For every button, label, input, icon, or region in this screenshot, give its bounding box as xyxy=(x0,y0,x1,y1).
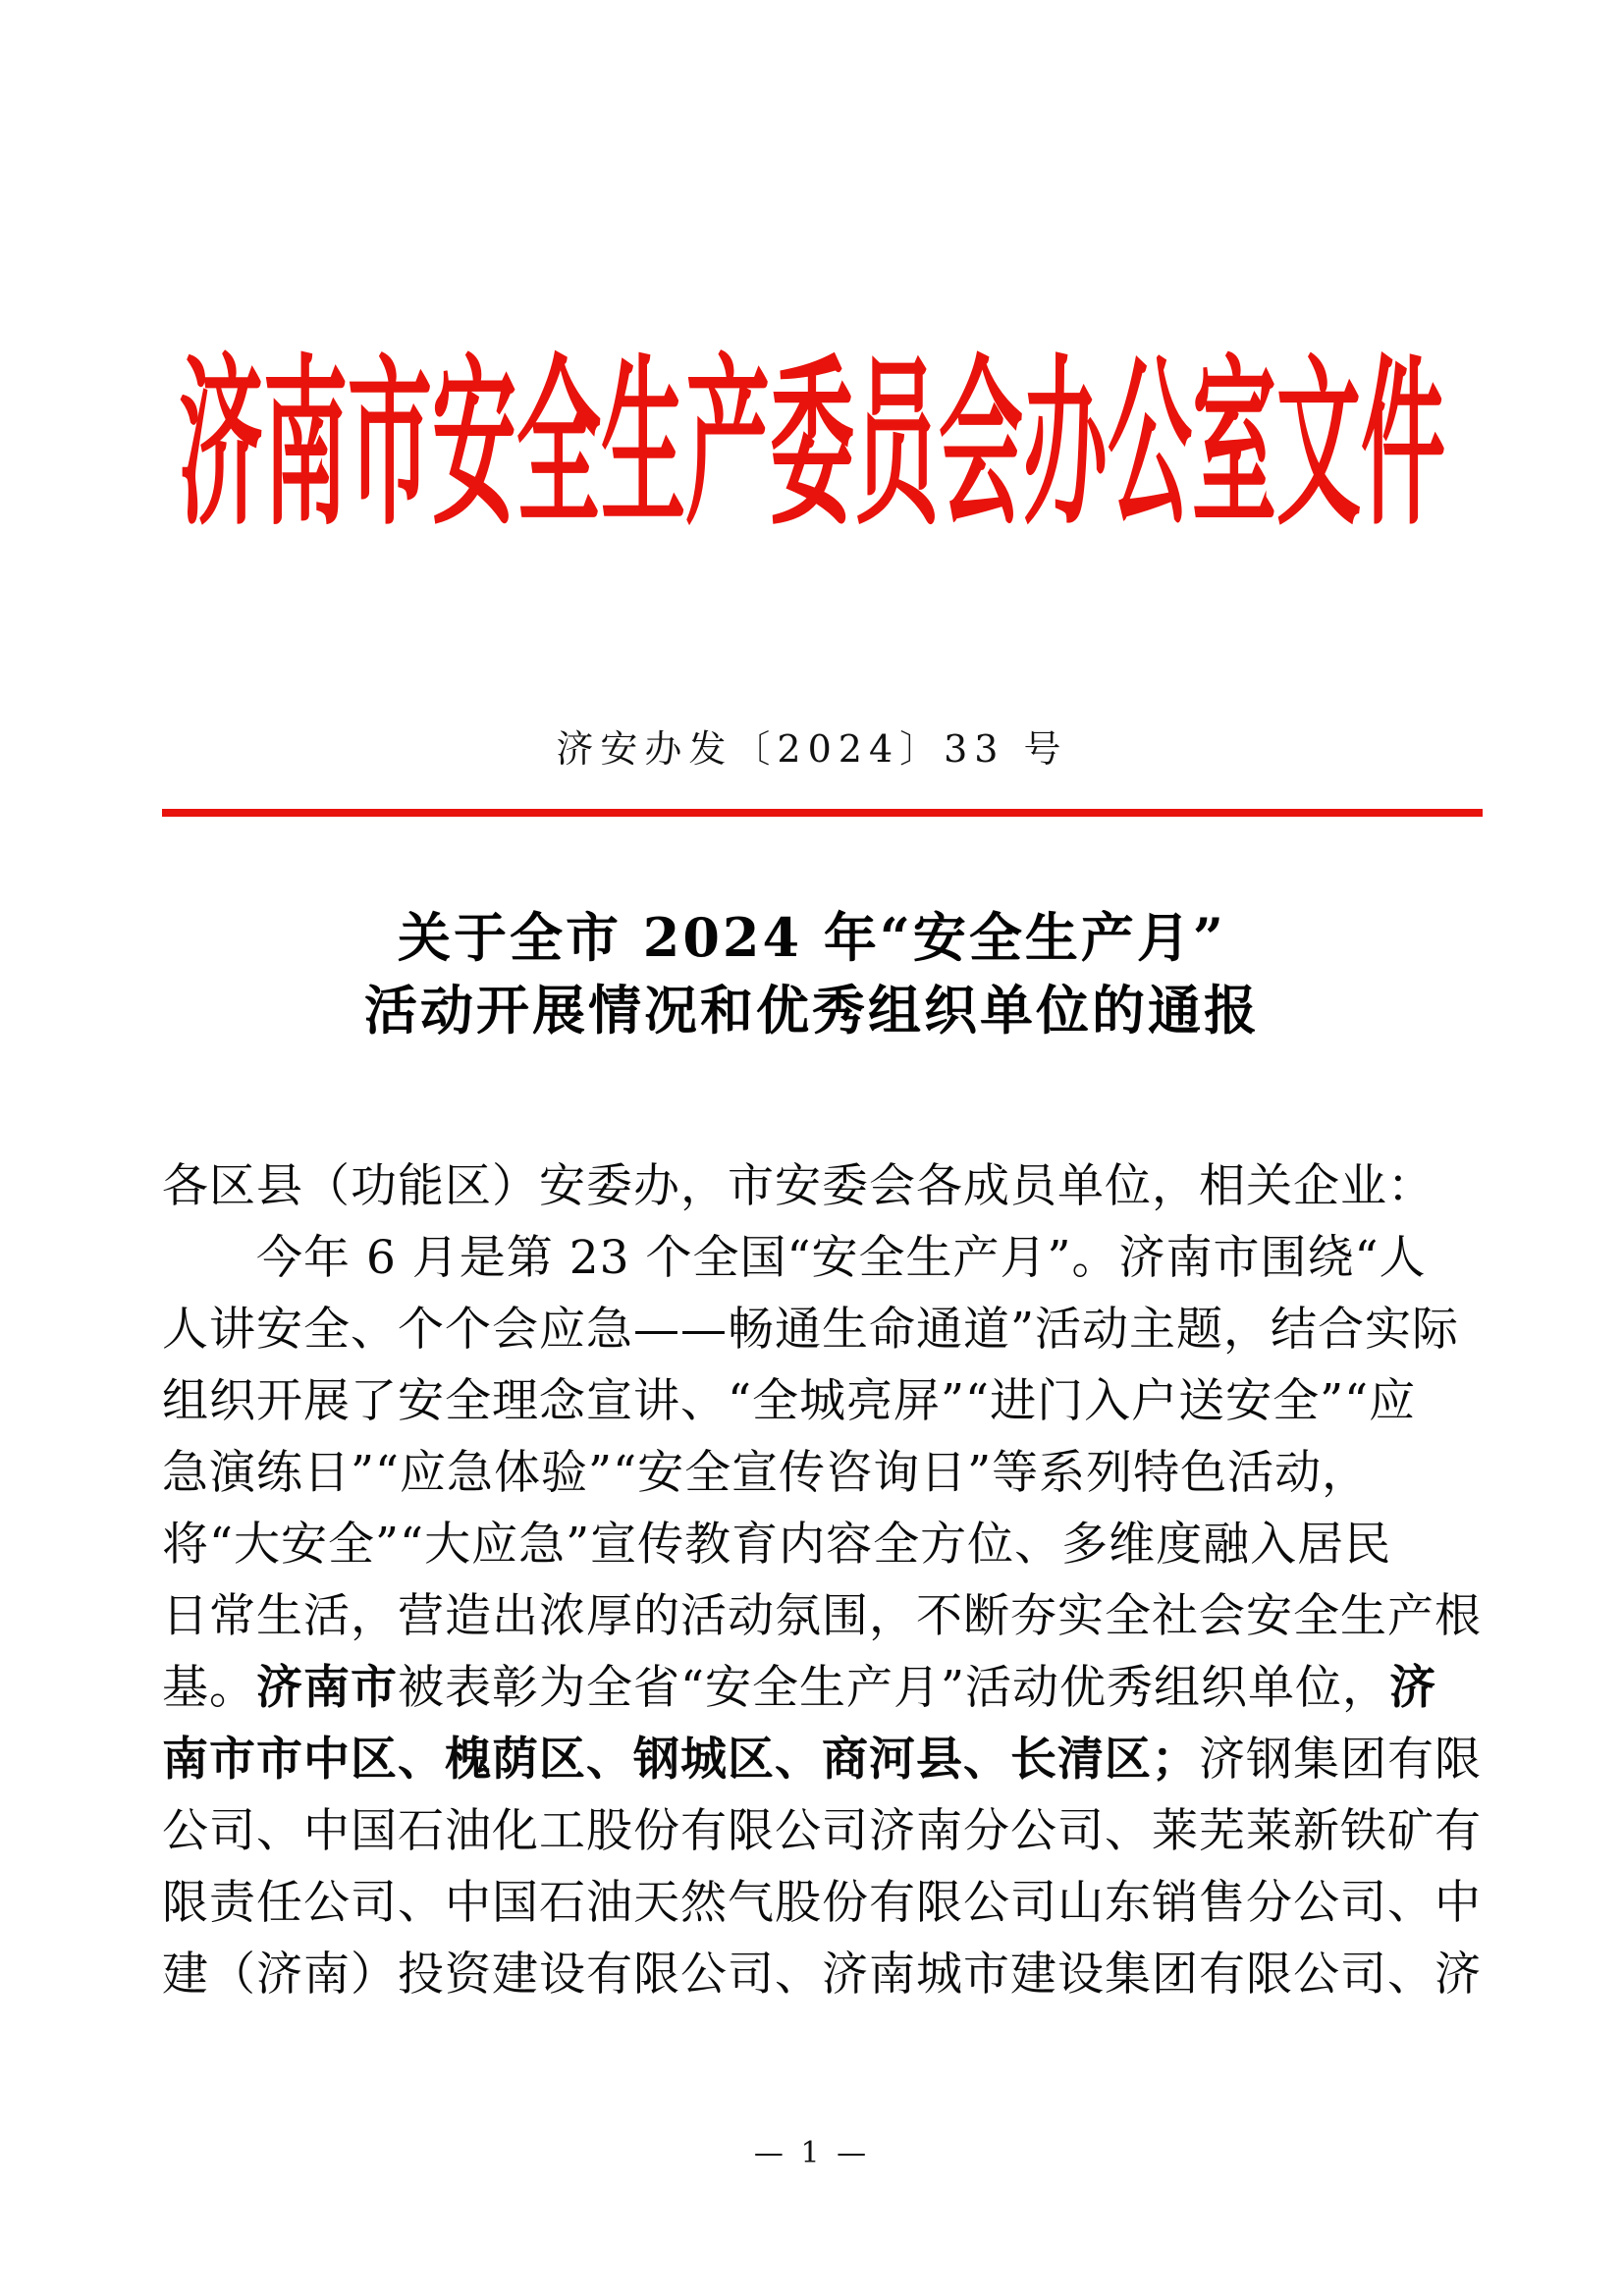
document-number: 济安办发〔2024〕33 号 xyxy=(556,727,1068,771)
paragraph-line xyxy=(162,1867,1482,1939)
paragraph-line xyxy=(162,1509,1468,1580)
paragraph-line xyxy=(162,1652,1468,1724)
paragraph-text: 日常生活，营造出浓厚的活动氛围，不断夯实全社会安全生产根 xyxy=(162,1589,1482,1643)
paragraph-line xyxy=(162,1724,1482,1795)
document-body xyxy=(162,1150,1482,2010)
paragraph-text: 被表彰为全省“安全生产月”活动优秀组织单位， xyxy=(398,1661,1390,1715)
paragraph-text: 济钢集团有限 xyxy=(1199,1733,1482,1787)
paragraph-line xyxy=(162,1939,1482,2010)
paragraph-text: 公司、中国石油化工股份有限公司济南分公司、莱芜莱新铁矿有 xyxy=(162,1804,1482,1858)
paragraph-line xyxy=(162,1222,1468,1294)
red-separator-line xyxy=(162,809,1483,817)
paragraph-text: 今年 6 月是第 23 个全国“安全生产月”。济南市围绕“人 xyxy=(256,1231,1427,1285)
paragraph-line xyxy=(162,1294,1468,1365)
salutation-line xyxy=(162,1150,1468,1222)
paragraph-text: 组织开展了安全理念宣讲、“全城亮屏”“进门入户送安全”“应 xyxy=(162,1374,1417,1428)
document-title-line-2: 活动开展情况和优秀组织单位的通报 xyxy=(364,979,1260,1041)
highlighted-text: 济 xyxy=(1389,1661,1437,1715)
letterhead xyxy=(0,338,1624,552)
paragraph-text: 急演练日”“应急体验”“安全宣传咨询日”等系列特色活动， xyxy=(162,1446,1370,1500)
page-number: — 1 — xyxy=(753,2136,871,2170)
paragraph-text: 建（济南）投资建设有限公司、济南城市建设集团有限公司、济 xyxy=(162,1948,1482,2002)
salutation-text: 各区县（功能区）安委办，市安委会各成员单位，相关企业： xyxy=(162,1159,1435,1213)
letterhead-title: 济南市安全生产委员会办公室文件 xyxy=(179,338,1445,552)
highlighted-text: 济南市 xyxy=(256,1661,398,1715)
paragraph-text: 将“大安全”“大应急”宣传教育内容全方位、多维度融入居民 xyxy=(162,1518,1392,1572)
paragraph-line xyxy=(162,1795,1482,1867)
paragraph-text: 基。 xyxy=(162,1661,256,1715)
paragraph-text: 人讲安全、个个会应急——畅通生命通道”活动主题，结合实际 xyxy=(162,1303,1460,1357)
paragraph-line xyxy=(162,1365,1468,1437)
paragraph-line xyxy=(162,1580,1482,1652)
paragraph-line xyxy=(162,1437,1468,1509)
document-title-line-1: 关于全市 2024 年“安全生产月” xyxy=(397,906,1226,969)
paragraph-text: 限责任公司、中国石油天然气股份有限公司山东销售分公司、中 xyxy=(162,1876,1482,1930)
highlighted-text: 南市市中区、槐荫区、钢城区、商河县、长清区； xyxy=(162,1733,1199,1787)
